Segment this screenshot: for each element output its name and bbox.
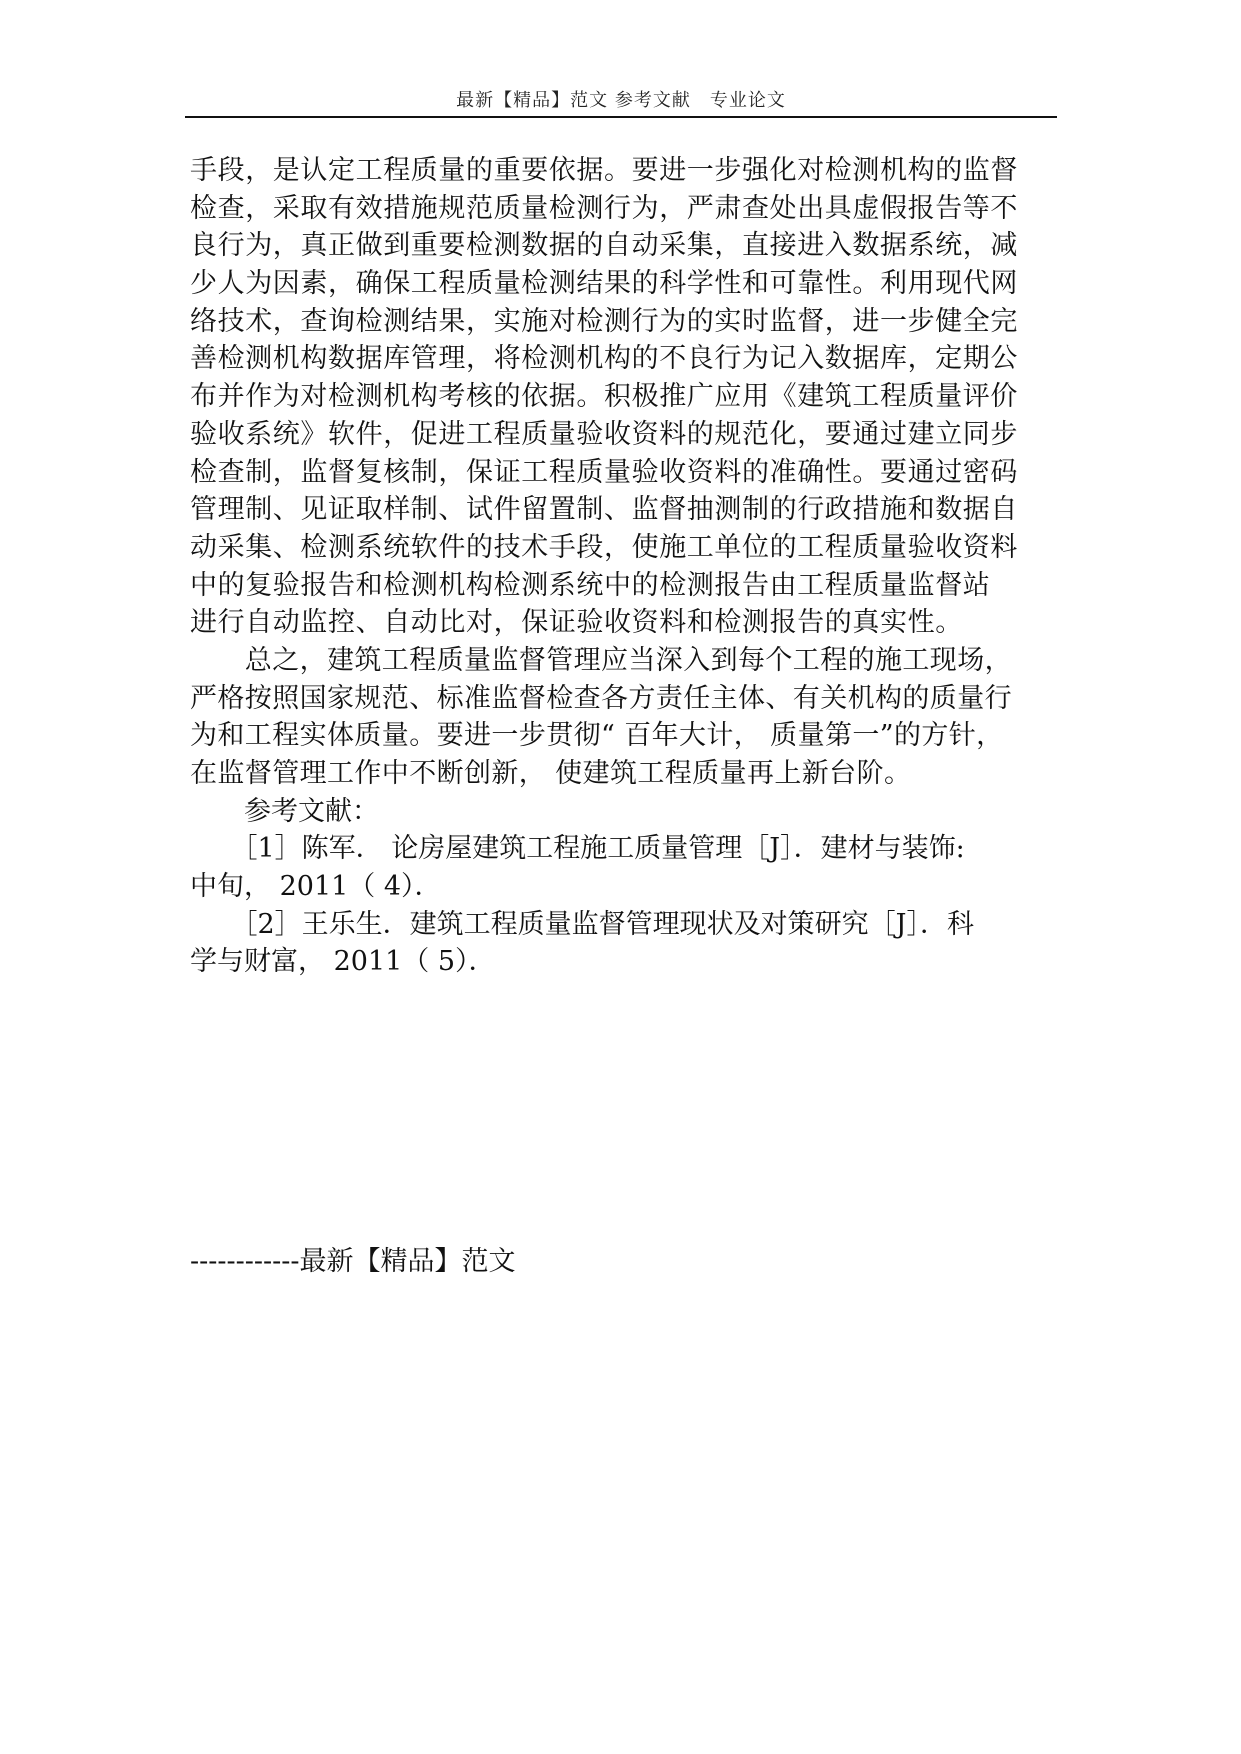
text-line: 检查，采取有效措施规范质量检测行为，严肃查处出具虚假报告等不: [190, 192, 1018, 224]
page-footer: ------------最新【精品】范文: [190, 1246, 516, 1277]
text-line: 总之，建筑工程质量监督管理应当深入到每个工程的施工现场，: [190, 644, 1012, 676]
text-line: 络技术，查询检测结果，实施对检测行为的实时监督，进一步健全完: [190, 305, 1018, 337]
text-line: 学与财富， 2011（ 5）．: [190, 946, 496, 978]
text-line: 检查制，监督复核制，保证工程质量验收资料的准确性。要通过密码: [190, 456, 1018, 488]
text-line: 布并作为对检测机构考核的依据。积极推广应用《建筑工程质量评价: [190, 381, 1018, 413]
document-body: [190, 152, 1070, 981]
main-paragraph: [190, 152, 1070, 642]
text-line: 中旬， 2011（ 4）．: [190, 871, 442, 903]
text-line: 动采集、检测系统软件的技术手段，使施工单位的工程质量验收资料: [190, 531, 1018, 563]
text-line: 手段，是认定工程质量的重要依据。要进一步强化对检测机构的监督: [190, 155, 1018, 186]
text-line: 验收系统》软件，促进工程质量验收资料的规范化，要通过建立同步: [190, 418, 1018, 450]
text-line: ［2］王乐生．建筑工程质量监督管理现状及对策研究［J］．科: [190, 908, 975, 940]
references-section: [190, 793, 1070, 981]
text-line: 善检测机构数据库管理，将检测机构的不良行为记入数据库，定期公: [190, 343, 1018, 375]
text-line: 良行为，真正做到重要检测数据的自动采集，直接进入数据系统，减: [190, 230, 1018, 262]
summary-paragraph: [190, 642, 1070, 793]
reference-item-1: [190, 830, 1070, 905]
text-line: ［1］陈军． 论房屋建筑工程施工质量管理［J］．建材与装饰:: [190, 833, 965, 865]
text-line: 管理制、见证取样制、试件留置制、监督抽测制的行政措施和数据自: [190, 494, 1018, 526]
text-line: 在监督管理工作中不断创新， 使建筑工程质量再上新台阶。: [190, 758, 912, 789]
references-title: 参考文献：: [190, 795, 379, 827]
reference-item-2: [190, 906, 1070, 981]
text-line: 为和工程实体质量。要进一步贯彻“ 百年大计， 质量第一”的方针，: [190, 720, 1004, 752]
page-header: 最新【精品】范文 参考文献 专业论文: [456, 90, 786, 111]
text-line: 严格按照国家规范、标准监督检查各方责任主体、有关机构的质量行: [190, 682, 1012, 714]
text-line: 进行自动监控、自动比对，保证验收资料和检测报告的真实性。: [190, 607, 963, 639]
header-rule: [185, 116, 1057, 118]
text-line: 少人为因素，确保工程质量检测结果的科学性和可靠性。利用现代网: [190, 268, 1018, 300]
text-line: 中的复验报告和检测机构检测系统中的检测报告由工程质量监督站: [190, 569, 991, 601]
